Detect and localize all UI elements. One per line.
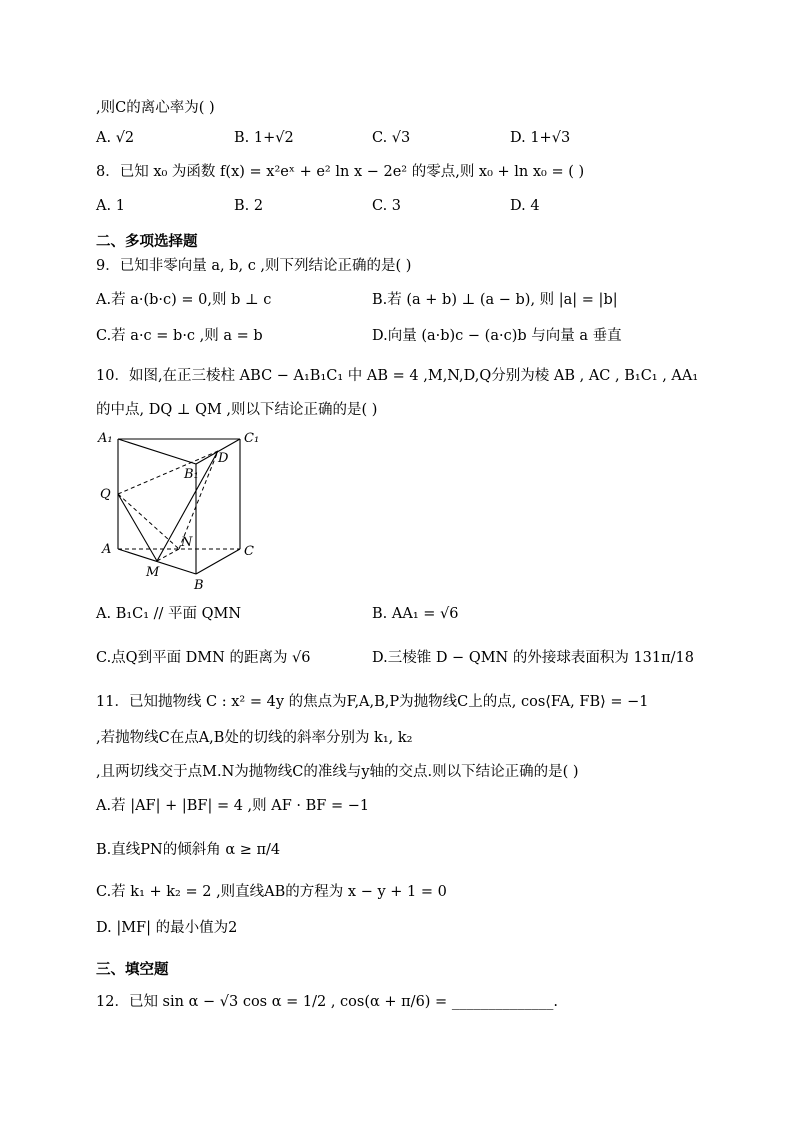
- label-m: M: [146, 565, 160, 580]
- q11-stem-line3: ,且两切线交于点M.N为抛物线C的准线与y轴的交点.则以下结论正确的是( ): [96, 764, 579, 780]
- q10-option-a: A. B₁C₁ // 平面 QMN: [96, 606, 242, 622]
- q11-option-a: A.若 |AF| + |BF| = 4 ,则 AF · BF = −1: [96, 798, 370, 814]
- q8-option-c: C. 3: [372, 198, 402, 214]
- q8-option-d: D. 4: [510, 198, 540, 214]
- label-a1: A₁: [98, 431, 113, 446]
- q11-option-d: D. |MF| 的最小值为2: [96, 920, 238, 936]
- label-b1: B₁: [184, 467, 199, 482]
- section-title-multiple-choice: 二、多项选择题: [96, 234, 198, 250]
- q11-stem-line1: 11．已知抛物线 C : x² = 4y 的焦点为F,A,B,P为抛物线C上的点, cos⟨FA, FB⟩ = −1: [96, 694, 649, 710]
- label-b: B: [194, 578, 204, 592]
- q9-option-d: D.向量 (a·b)c − (a·c)b 与向量 a 垂直: [372, 328, 622, 344]
- q9-option-a: A.若 a·(b·c) = 0,则 b ⊥ c: [96, 292, 272, 308]
- q9-stem: 9．已知非零向量 a, b, c ,则下列结论正确的是( ): [96, 258, 412, 274]
- q7-option-b: B. 1+√2: [234, 130, 294, 146]
- q8-option-a: A. 1: [96, 198, 125, 214]
- q9-option-c: C.若 a·c = b·c ,则 a = b: [96, 328, 263, 344]
- edge-a1b1: [118, 439, 196, 464]
- prism-figure: [96, 430, 276, 592]
- q10-option-b: B. AA₁ = √6: [372, 606, 459, 622]
- label-c: C: [244, 544, 254, 559]
- label-c1: C₁: [244, 431, 260, 446]
- section-title-fill-in: 三、填空题: [96, 962, 169, 978]
- q10-stem-line2: 的中点, DQ ⊥ QM ,则以下结论正确的是( ): [96, 402, 378, 418]
- segment-qn-hidden: [118, 494, 179, 549]
- q11-stem-line2: ,若抛物线C在点A,B处的切线的斜率分别为 k₁, k₂: [96, 730, 413, 746]
- q10-option-c: C.点Q到平面 DMN 的距离为 √6: [96, 650, 311, 666]
- q9-option-b: B.若 (a + b) ⊥ (a − b), 则 |a| = |b|: [372, 292, 618, 308]
- label-d: D: [218, 451, 229, 466]
- q8-option-b: B. 2: [234, 198, 264, 214]
- q8-stem: 8．已知 x₀ 为函数 f(x) = x²eˣ + e² ln x − 2e² 的零点,则 x₀ + ln x₀ = ( ): [96, 164, 585, 180]
- label-n: N: [181, 535, 193, 550]
- q11-option-b: B.直线PN的倾斜角 α ≥ π/4: [96, 842, 281, 858]
- q11-option-c: C.若 k₁ + k₂ = 2 ,则直线AB的方程为 x − y + 1 = 0: [96, 884, 447, 900]
- label-a: A: [102, 542, 112, 557]
- q7-option-d: D. 1+√3: [510, 130, 571, 146]
- q7-option-a: A. √2: [96, 130, 135, 146]
- label-q: Q: [100, 487, 111, 502]
- q7-stem-tail: ,则C的离心率为( ): [96, 100, 215, 116]
- q12-stem: 12．已知 sin α − √3 cos α = 1/2 , cos(α + π/6) = ______________.: [96, 994, 558, 1010]
- q10-option-d: D.三棱锥 D − QMN 的外接球表面积为 131π/18: [372, 650, 695, 666]
- q10-stem-line1: 10．如图,在正三棱柱 ABC − A₁B₁C₁ 中 AB = 4 ,M,N,D,Q分别为棱 AB , AC , B₁C₁ , AA₁: [96, 368, 699, 384]
- q7-option-c: C. √3: [372, 130, 411, 146]
- edge-bc: [196, 549, 240, 574]
